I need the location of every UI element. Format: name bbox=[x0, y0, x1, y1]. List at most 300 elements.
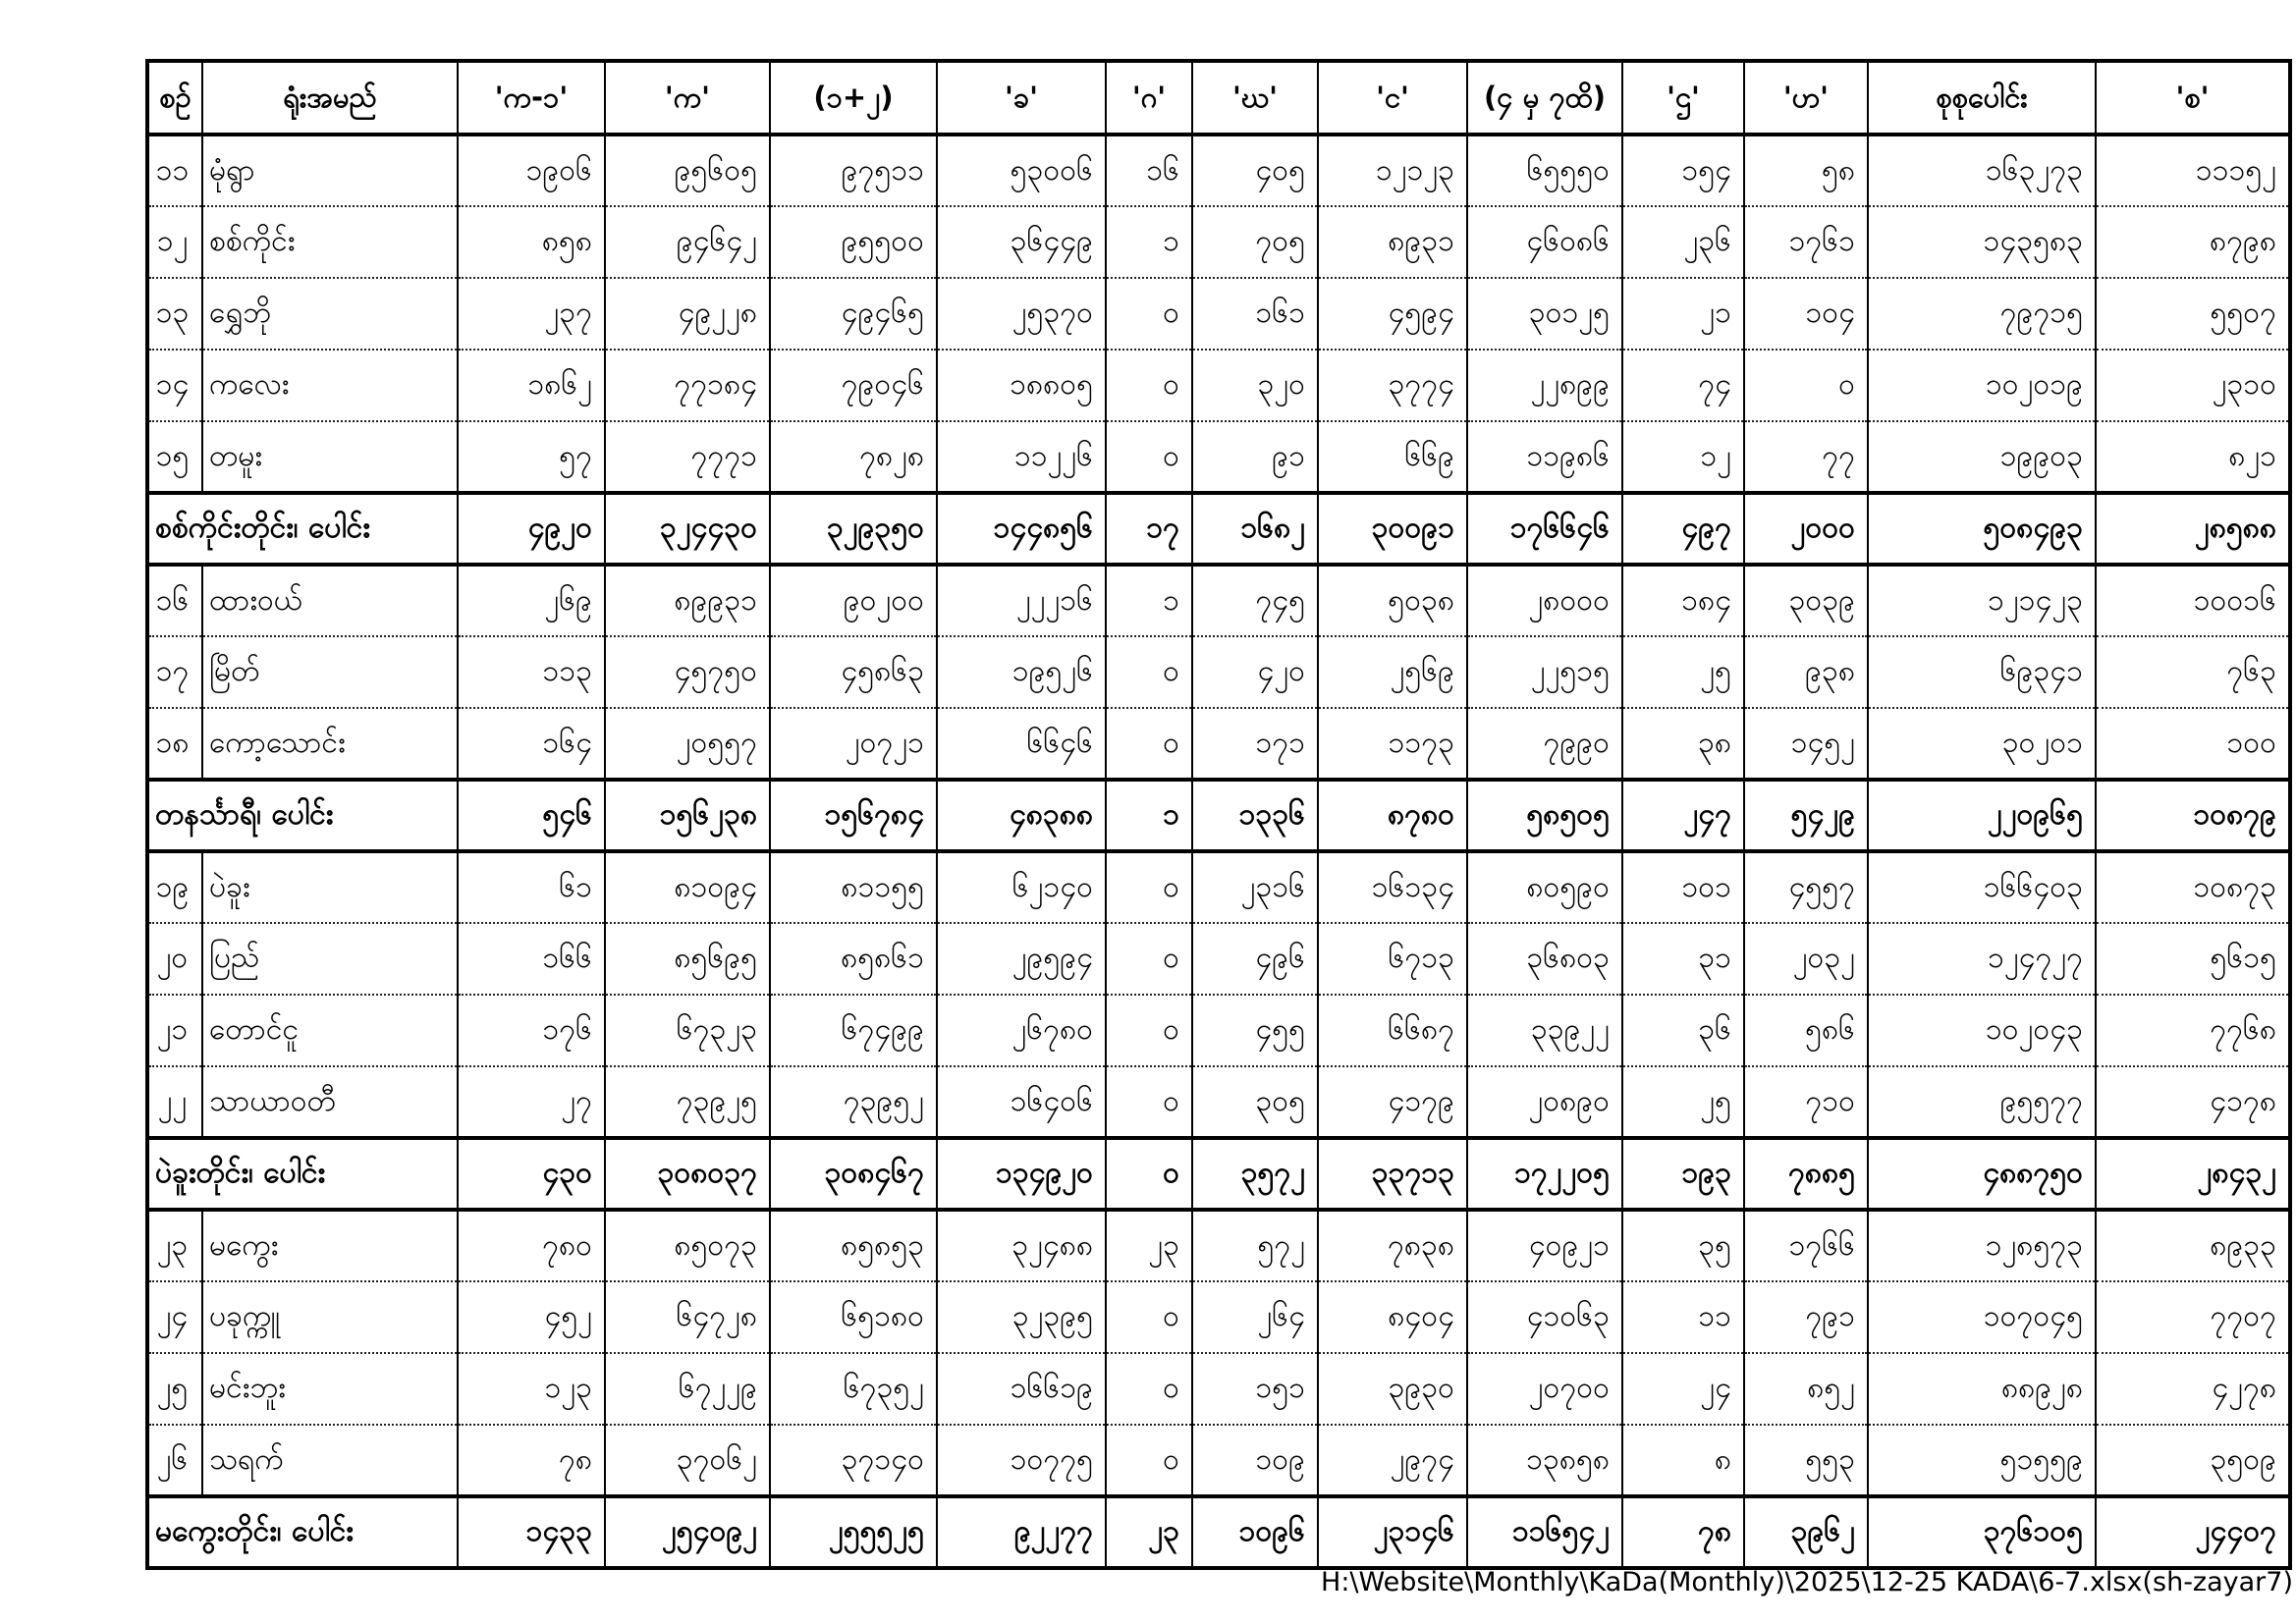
cell-value: ၄၅၈၆၃ bbox=[770, 636, 937, 708]
section-total-value: ၅၄၂၉ bbox=[1744, 780, 1868, 851]
cell-value: ၂၃၁၀ bbox=[2096, 350, 2290, 421]
cell-value: ၇၇၆၈ bbox=[2096, 995, 2290, 1066]
cell-value: ၀ bbox=[1106, 350, 1192, 421]
cell-value: ၁၇၆၆ bbox=[1744, 1210, 1868, 1281]
cell-value: ၈၉၃၁ bbox=[1318, 206, 1467, 278]
cell-value: ၁၄၅၂ bbox=[1744, 708, 1868, 780]
cell-value: ၁၀၀၁၆ bbox=[2096, 565, 2290, 636]
cell-value: ၅၈ bbox=[1744, 135, 1868, 206]
file-path-text: H:\Website\Monthly\KaDa(Monthly)\2025\12-25 KADA\6-7.xlsx(sh-zayar7) bbox=[1321, 1567, 2293, 1597]
cell-value: ၃၅၀၉ bbox=[2096, 1425, 2290, 1496]
section-total-value: ၉၂၂၇၇ bbox=[937, 1496, 1106, 1568]
table-row-magway-3 bbox=[147, 1425, 2290, 1496]
section-total-value: ၁၆၈၂ bbox=[1192, 493, 1318, 565]
cell-value: ၃၇၀၆၂ bbox=[605, 1425, 770, 1496]
cell-value: ၁၉၅၂၆ bbox=[937, 636, 1106, 708]
cell-value: ၈၁၁၅၅ bbox=[770, 851, 937, 923]
section-total-value: ၅၄၆ bbox=[458, 780, 605, 851]
cell-value: ၃၇၇၄ bbox=[1318, 350, 1467, 421]
cell-value: ၃၇၁၄၀ bbox=[770, 1425, 937, 1496]
cell-value: ၂၉၅၉၄ bbox=[937, 923, 1106, 995]
cell-value: ၆၂၁၄၀ bbox=[937, 851, 1106, 923]
cell-value: ၆၇၄၉၉ bbox=[770, 995, 937, 1066]
cell-value: ၇၇၁၈၄ bbox=[605, 350, 770, 421]
col-header-13: 'စ' bbox=[2096, 61, 2290, 135]
row-grand-total: ၁၀၇၀၄၅ bbox=[1868, 1281, 2096, 1353]
section-total-value: ၃၉၆၂ bbox=[1744, 1496, 1868, 1568]
cell-value: ၂၉၇၄ bbox=[1318, 1425, 1467, 1496]
section-total-value: ၄၉၇ bbox=[1622, 493, 1744, 565]
cell-value: ၀ bbox=[1106, 278, 1192, 350]
cell-value: ၃၆၈၀၃ bbox=[1467, 923, 1622, 995]
col-header-3: 'က' bbox=[605, 61, 770, 135]
cell-value: ၄၆၀၈၆ bbox=[1467, 206, 1622, 278]
cell-value: ၀ bbox=[1106, 1353, 1192, 1425]
section-total-value: ၂၅၅၅၂၅ bbox=[770, 1496, 937, 1568]
section-total-value: ၂၈၄၃၂ bbox=[2096, 1138, 2290, 1210]
cell-value: ၈၄၀၄ bbox=[1318, 1281, 1467, 1353]
row-number: ၁၃ bbox=[147, 278, 202, 350]
cell-value: ၈၅၈၅၃ bbox=[770, 1210, 937, 1281]
section-total-value: ၂၃ bbox=[1106, 1496, 1192, 1568]
section-total-value: ၁၉၃ bbox=[1622, 1138, 1744, 1210]
cell-value: ၁၀၈၇၃ bbox=[2096, 851, 2290, 923]
row-number: ၂၃ bbox=[147, 1210, 202, 1281]
row-grand-total: ၁၂၄၇၂၇ bbox=[1868, 923, 2096, 995]
table-row-bago-0 bbox=[147, 851, 2290, 923]
section-total-value: ၃၀၈၄၆၇ bbox=[770, 1138, 937, 1210]
row-number: ၂၆ bbox=[147, 1425, 202, 1496]
cell-value: ၂၀၅၅၇ bbox=[605, 708, 770, 780]
cell-value: ၈၇၉၈ bbox=[2096, 206, 2290, 278]
table-row-sagaing-0 bbox=[147, 135, 2290, 206]
cell-value: ၉၄၆၄၂ bbox=[605, 206, 770, 278]
cell-value: ၇၄၅ bbox=[1192, 565, 1318, 636]
row-grand-total: ၈၈၉၂၈ bbox=[1868, 1353, 2096, 1425]
col-header-2: 'က-၁' bbox=[458, 61, 605, 135]
cell-value: ၆၆၉ bbox=[1318, 421, 1467, 493]
cell-value: ၁၀၀ bbox=[2096, 708, 2290, 780]
cell-value: ၈၀၅၉၀ bbox=[1467, 851, 1622, 923]
cell-value: ၈၅၈၆၁ bbox=[770, 923, 937, 995]
table-row-magway-0 bbox=[147, 1210, 2290, 1281]
cell-value: ၆၄၇၂၈ bbox=[605, 1281, 770, 1353]
cell-value: ၁၈၈၀၅ bbox=[937, 350, 1106, 421]
cell-value: ၅၆၁၅ bbox=[2096, 923, 2290, 995]
office-name: မြိတ် bbox=[202, 636, 458, 708]
cell-value: ၁၅၁ bbox=[1192, 1353, 1318, 1425]
cell-value: ၁၁၇၃ bbox=[1318, 708, 1467, 780]
cell-value: ၁၃၈၅၈ bbox=[1467, 1425, 1622, 1496]
section-total-value: ၁၅၆၂၃၈ bbox=[605, 780, 770, 851]
row-grand-total: ၇၉၇၁၅ bbox=[1868, 278, 2096, 350]
cell-value: ၄၀၅ bbox=[1192, 135, 1318, 206]
cell-value: ၂၆၄ bbox=[1192, 1281, 1318, 1353]
office-name: ပဲခူး bbox=[202, 851, 458, 923]
cell-value: ၉၅၆၀၅ bbox=[605, 135, 770, 206]
office-name: ရွှေဘို bbox=[202, 278, 458, 350]
cell-value: ၃၈ bbox=[1622, 708, 1744, 780]
cell-value: ၇၉၁ bbox=[1744, 1281, 1868, 1353]
cell-value: ၄၂၇၈ bbox=[2096, 1353, 2290, 1425]
cell-value: ၁ bbox=[1106, 565, 1192, 636]
cell-value: ၈၁၀၉၄ bbox=[605, 851, 770, 923]
row-number: ၁၆ bbox=[147, 565, 202, 636]
cell-value: ၁၉၀၆ bbox=[458, 135, 605, 206]
cell-value: ၁၇၁ bbox=[1192, 708, 1318, 780]
cell-value: ၃၂၀ bbox=[1192, 350, 1318, 421]
col-header-12: စုစုပေါင်း bbox=[1868, 61, 2096, 135]
cell-value: ၆၇၃၂၃ bbox=[605, 995, 770, 1066]
section-total-value: ၂၅၄၀၉၂ bbox=[605, 1496, 770, 1568]
section-total-value: ၂၃၁၄၆ bbox=[1318, 1496, 1467, 1568]
cell-value: ၀ bbox=[1106, 995, 1192, 1066]
col-header-1: ရုံးအမည် bbox=[202, 61, 458, 135]
row-grand-total: ၁၂၈၅၇၃ bbox=[1868, 1210, 2096, 1281]
office-name: မင်းဘူး bbox=[202, 1353, 458, 1425]
table-row-tanintharyi-0 bbox=[147, 565, 2290, 636]
row-number: ၂၁ bbox=[147, 995, 202, 1066]
section-total-value: ၇၈ bbox=[1622, 1496, 1744, 1568]
cell-value: ၆၅၅၅၀ bbox=[1467, 135, 1622, 206]
cell-value: ၀ bbox=[1744, 350, 1868, 421]
cell-value: ၆၆၈၇ bbox=[1318, 995, 1467, 1066]
cell-value: ၂၂၈၉၉ bbox=[1467, 350, 1622, 421]
row-grand-total: ၁၀၂၀၁၉ bbox=[1868, 350, 2096, 421]
cell-value: ၈၉၃၃ bbox=[2096, 1210, 2290, 1281]
header-row bbox=[147, 61, 2290, 135]
section-total-value: ၁၃၄၉၂၀ bbox=[937, 1138, 1106, 1210]
cell-value: ၃၀၅ bbox=[1192, 1066, 1318, 1138]
section-total-value: ၄၃၀ bbox=[458, 1138, 605, 1210]
col-header-10: 'ဌ' bbox=[1622, 61, 1744, 135]
section-total-value: ၁၇၂၂၀၅ bbox=[1467, 1138, 1622, 1210]
table-row-bago-1 bbox=[147, 923, 2290, 995]
cell-value: ၁၆၁ bbox=[1192, 278, 1318, 350]
cell-value: ၅၅၃ bbox=[1744, 1425, 1868, 1496]
cell-value: ၁၇၆ bbox=[458, 995, 605, 1066]
cell-value: ၄၀၉၂၁ bbox=[1467, 1210, 1622, 1281]
row-number: ၁၁ bbox=[147, 135, 202, 206]
cell-value: ၁၇၆၁ bbox=[1744, 206, 1868, 278]
cell-value: ၂၅ bbox=[1622, 636, 1744, 708]
cell-value: ၄၉၄၆၅ bbox=[770, 278, 937, 350]
section-total-value: ၄၉၂၀ bbox=[458, 493, 605, 565]
cell-value: ၆၆၄၆ bbox=[937, 708, 1106, 780]
table-row-magway-2 bbox=[147, 1353, 2290, 1425]
cell-value: ၀ bbox=[1106, 851, 1192, 923]
section-total-value: ၄၈၃၈၈ bbox=[937, 780, 1106, 851]
cell-value: ၄၉၆ bbox=[1192, 923, 1318, 995]
cell-value: ၇၀၅ bbox=[1192, 206, 1318, 278]
office-name: ကော့သောင်း bbox=[202, 708, 458, 780]
cell-value: ၃၆၄၄၉ bbox=[937, 206, 1106, 278]
cell-value: ၁၀၁ bbox=[1622, 851, 1744, 923]
cell-value: ၄၅၇၅၀ bbox=[605, 636, 770, 708]
section-total-row-magway bbox=[147, 1496, 2290, 1568]
row-grand-total: ၁၄၃၅၈၃ bbox=[1868, 206, 2096, 278]
cell-value: ၀ bbox=[1106, 1066, 1192, 1138]
cell-value: ၁၆၆ bbox=[458, 923, 605, 995]
row-number: ၁၈ bbox=[147, 708, 202, 780]
table-row-sagaing-4 bbox=[147, 421, 2290, 493]
cell-value: ၉၅၅၀၀ bbox=[770, 206, 937, 278]
cell-value: ၅၈၆ bbox=[1744, 995, 1868, 1066]
section-total-value: ၁၀၉၆ bbox=[1192, 1496, 1318, 1568]
office-name: ကလေး bbox=[202, 350, 458, 421]
office-name: စစ်ကိုင်း bbox=[202, 206, 458, 278]
cell-value: ၄၁၇၈ bbox=[2096, 1066, 2290, 1138]
cell-value: ၁၈၆၂ bbox=[458, 350, 605, 421]
cell-value: ၃၀၁၂၅ bbox=[1467, 278, 1622, 350]
section-total-value: ၂၈၅၈၈ bbox=[2096, 493, 2290, 565]
cell-value: ၉၀၂၀၀ bbox=[770, 565, 937, 636]
row-number: ၂၅ bbox=[147, 1353, 202, 1425]
cell-value: ၁၁၁၅၂ bbox=[2096, 135, 2290, 206]
cell-value: ၁၁၂၂၆ bbox=[937, 421, 1106, 493]
cell-value: ၂၈၀၀၀ bbox=[1467, 565, 1622, 636]
section-total-row-tanintharyi bbox=[147, 780, 2290, 851]
cell-value: ၈၅၀၇၃ bbox=[605, 1210, 770, 1281]
office-name: မကွေး bbox=[202, 1210, 458, 1281]
cell-value: ၁၁ bbox=[1622, 1281, 1744, 1353]
cell-value: ၁၈၄ bbox=[1622, 565, 1744, 636]
cell-value: ၂၅ bbox=[1622, 1066, 1744, 1138]
cell-value: ၇၉၀၄၆ bbox=[770, 350, 937, 421]
cell-value: ၇၃၉၂၅ bbox=[605, 1066, 770, 1138]
table-header bbox=[147, 61, 2290, 135]
section-total-value: ၁၅၆၇၈၄ bbox=[770, 780, 937, 851]
section-total-value: ၀ bbox=[1106, 1138, 1192, 1210]
cell-value: ၈၅၆၉၅ bbox=[605, 923, 770, 995]
table-body bbox=[147, 135, 2290, 1568]
section-total-value: ၈၇၈၀ bbox=[1318, 780, 1467, 851]
cell-value: ၁၆၆၁၉ bbox=[937, 1353, 1106, 1425]
cell-value: ၂၆၉ bbox=[458, 565, 605, 636]
section-total-value: ၃၇၆၁၀၅ bbox=[1868, 1496, 2096, 1568]
section-total-value: ၁၀၈၇၉ bbox=[2096, 780, 2290, 851]
section-total-label: တနင်္သာရီ၊ ပေါင်း bbox=[147, 780, 458, 851]
cell-value: ၂၀၈၉၀ bbox=[1467, 1066, 1622, 1138]
cell-value: ၇၁၀ bbox=[1744, 1066, 1868, 1138]
row-number: ၁၅ bbox=[147, 421, 202, 493]
row-grand-total: ၃၀၂၀၁ bbox=[1868, 708, 2096, 780]
row-number: ၁၉ bbox=[147, 851, 202, 923]
cell-value: ၃၂၃၉၅ bbox=[937, 1281, 1106, 1353]
cell-value: ၁၀၄ bbox=[1744, 278, 1868, 350]
table-row-sagaing-2 bbox=[147, 278, 2290, 350]
cell-value: ၁၅၄ bbox=[1622, 135, 1744, 206]
section-total-value: ၃၀၈၀၃၇ bbox=[605, 1138, 770, 1210]
cell-value: ၁၀၇၇၅ bbox=[937, 1425, 1106, 1496]
office-name: ထားဝယ် bbox=[202, 565, 458, 636]
cell-value: ၅၇ bbox=[458, 421, 605, 493]
section-total-value: ၇၈၈၅ bbox=[1744, 1138, 1868, 1210]
cell-value: ၀ bbox=[1106, 421, 1192, 493]
col-header-8: 'င' bbox=[1318, 61, 1467, 135]
cell-value: ၇၈ bbox=[458, 1425, 605, 1496]
report-table bbox=[145, 59, 2292, 1570]
cell-value: ၁၆၄ bbox=[458, 708, 605, 780]
cell-value: ၇၈၂၈ bbox=[770, 421, 937, 493]
row-number: ၂၀ bbox=[147, 923, 202, 995]
cell-value: ၉၁ bbox=[1192, 421, 1318, 493]
cell-value: ၉၇၅၁၁ bbox=[770, 135, 937, 206]
office-name: သရက် bbox=[202, 1425, 458, 1496]
cell-value: ၃၉၃၀ bbox=[1318, 1353, 1467, 1425]
cell-value: ၈၅၈ bbox=[458, 206, 605, 278]
row-number: ၂၂ bbox=[147, 1066, 202, 1138]
section-total-value: ၃၃၇၁၃ bbox=[1318, 1138, 1467, 1210]
col-header-6: 'ဂ' bbox=[1106, 61, 1192, 135]
section-total-value: ၃၅၇၂ bbox=[1192, 1138, 1318, 1210]
row-grand-total: ၁၆၃၂၇၃ bbox=[1868, 135, 2096, 206]
cell-value: ၇၈၃၈ bbox=[1318, 1210, 1467, 1281]
section-total-label: စစ်ကိုင်းတိုင်း၊ ပေါင်း bbox=[147, 493, 458, 565]
row-number: ၁၄ bbox=[147, 350, 202, 421]
office-name: ပြည် bbox=[202, 923, 458, 995]
section-total-label: မကွေးတိုင်း၊ ပေါင်း bbox=[147, 1496, 458, 1568]
section-total-value: ၁၁၆၅၄၂ bbox=[1467, 1496, 1622, 1568]
cell-value: ၈ bbox=[1622, 1425, 1744, 1496]
section-total-value: ၁၄၄၈၅၆ bbox=[937, 493, 1106, 565]
col-header-7: 'ဃ' bbox=[1192, 61, 1318, 135]
section-total-value: ၃၂၉၃၅၀ bbox=[770, 493, 937, 565]
cell-value: ၃၀၃၉ bbox=[1744, 565, 1868, 636]
row-number: ၁၂ bbox=[147, 206, 202, 278]
cell-value: ၉၃၈ bbox=[1744, 636, 1868, 708]
cell-value: ၄၅၅ bbox=[1192, 995, 1318, 1066]
table-row-bago-3 bbox=[147, 1066, 2290, 1138]
section-total-value: ၅၈၅၀၅ bbox=[1467, 780, 1622, 851]
cell-value: ၁၂၁၂၃ bbox=[1318, 135, 1467, 206]
cell-value: ၃၁ bbox=[1622, 923, 1744, 995]
cell-value: ၈၅၂ bbox=[1744, 1353, 1868, 1425]
section-total-value: ၄၈၈၇၅၀ bbox=[1868, 1138, 2096, 1210]
col-header-0: စဉ် bbox=[147, 61, 202, 135]
cell-value: ၇၃၉၅၂ bbox=[770, 1066, 937, 1138]
cell-value: ၂၄ bbox=[1622, 1353, 1744, 1425]
cell-value: ၁၁၃ bbox=[458, 636, 605, 708]
cell-value: ၀ bbox=[1106, 1425, 1192, 1496]
row-grand-total: ၆၉၃၄၁ bbox=[1868, 636, 2096, 708]
cell-value: ၇၄ bbox=[1622, 350, 1744, 421]
office-name: တမူး bbox=[202, 421, 458, 493]
cell-value: ၁ bbox=[1106, 206, 1192, 278]
section-total-value: ၂၄၄၀၇ bbox=[2096, 1496, 2290, 1568]
section-total-value: ၁၇ bbox=[1106, 493, 1192, 565]
cell-value: ၈၉၉၃၁ bbox=[605, 565, 770, 636]
cell-value: ၅၇၂ bbox=[1192, 1210, 1318, 1281]
cell-value: ၂၅၃၇၀ bbox=[937, 278, 1106, 350]
cell-value: ၇၈၀ bbox=[458, 1210, 605, 1281]
section-total-value: ၁၄၃၃ bbox=[458, 1496, 605, 1568]
col-header-4: (၁+၂) bbox=[770, 61, 937, 135]
cell-value: ၀ bbox=[1106, 636, 1192, 708]
cell-value: ၃၂၄၈၈ bbox=[937, 1210, 1106, 1281]
section-total-row-sagaing bbox=[147, 493, 2290, 565]
section-total-value: ၁ bbox=[1106, 780, 1192, 851]
cell-value: ၂၃၁၆ bbox=[1192, 851, 1318, 923]
table-row-sagaing-1 bbox=[147, 206, 2290, 278]
table-row-bago-2 bbox=[147, 995, 2290, 1066]
cell-value: ၄၅၂ bbox=[458, 1281, 605, 1353]
cell-value: ၀ bbox=[1106, 708, 1192, 780]
cell-value: ၈၂၁ bbox=[2096, 421, 2290, 493]
section-total-value: ၂၂၀၉၆၅ bbox=[1868, 780, 2096, 851]
col-header-9: (၄ မှ ၇ထိ) bbox=[1467, 61, 1622, 135]
office-name: တောင်ငူ bbox=[202, 995, 458, 1066]
cell-value: ၅၃၀၀၆ bbox=[937, 135, 1106, 206]
cell-value: ၇၉၉၀ bbox=[1467, 708, 1622, 780]
section-total-value: ၁၇၆၆၄၆ bbox=[1467, 493, 1622, 565]
cell-value: ၁၀၉ bbox=[1192, 1425, 1318, 1496]
section-total-value: ၁၃၃၆ bbox=[1192, 780, 1318, 851]
cell-value: ၂၅၆၉ bbox=[1318, 636, 1467, 708]
cell-value: ၄၂၀ bbox=[1192, 636, 1318, 708]
section-total-value: ၂၀၀၀ bbox=[1744, 493, 1868, 565]
cell-value: ၂၁ bbox=[1622, 278, 1744, 350]
section-total-value: ၃၀၀၉၁ bbox=[1318, 493, 1467, 565]
cell-value: ၂၇ bbox=[458, 1066, 605, 1138]
cell-value: ၀ bbox=[1106, 1281, 1192, 1353]
cell-value: ၂၀၇၂၁ bbox=[770, 708, 937, 780]
cell-value: ၄၁၀၆၃ bbox=[1467, 1281, 1622, 1353]
section-total-value: ၅၀၈၄၉၃ bbox=[1868, 493, 2096, 565]
section-total-value: ၃၂၄၄၃၀ bbox=[605, 493, 770, 565]
office-name: ပခုက္ကူ bbox=[202, 1281, 458, 1353]
section-total-value: ၂၄၇ bbox=[1622, 780, 1744, 851]
cell-value: ၅၅၀၇ bbox=[2096, 278, 2290, 350]
cell-value: ၂၃၆ bbox=[1622, 206, 1744, 278]
row-grand-total: ၁၆၆၄၀၃ bbox=[1868, 851, 2096, 923]
cell-value: ၁၆၄၀၆ bbox=[937, 1066, 1106, 1138]
cell-value: ၂၀၃၂ bbox=[1744, 923, 1868, 995]
cell-value: ၂၃ bbox=[1106, 1210, 1192, 1281]
cell-value: ၅၀၃၈ bbox=[1318, 565, 1467, 636]
cell-value: ၄၅၉၄ bbox=[1318, 278, 1467, 350]
cell-value: ၂၆၇၈၀ bbox=[937, 995, 1106, 1066]
cell-value: ၃၅ bbox=[1622, 1210, 1744, 1281]
cell-value: ၄၅၅၇ bbox=[1744, 851, 1868, 923]
cell-value: ၂၃၇ bbox=[458, 278, 605, 350]
cell-value: ၇၇ bbox=[1744, 421, 1868, 493]
row-number: ၂၄ bbox=[147, 1281, 202, 1353]
cell-value: ၂၂၅၁၅ bbox=[1467, 636, 1622, 708]
section-total-row-bago bbox=[147, 1138, 2290, 1210]
cell-value: ၁၂ bbox=[1622, 421, 1744, 493]
table-row-tanintharyi-2 bbox=[147, 708, 2290, 780]
cell-value: ၄၁၇၉ bbox=[1318, 1066, 1467, 1138]
cell-value: ၇၆၃ bbox=[2096, 636, 2290, 708]
cell-value: ၃၆ bbox=[1622, 995, 1744, 1066]
cell-value: ၆၅၁၈၀ bbox=[770, 1281, 937, 1353]
col-header-11: 'ဟ' bbox=[1744, 61, 1868, 135]
table-row-sagaing-3 bbox=[147, 350, 2290, 421]
cell-value: ၀ bbox=[1106, 923, 1192, 995]
row-number: ၁၇ bbox=[147, 636, 202, 708]
cell-value: ၁၂၃ bbox=[458, 1353, 605, 1425]
table-row-tanintharyi-1 bbox=[147, 636, 2290, 708]
cell-value: ၆၇၂၂၉ bbox=[605, 1353, 770, 1425]
office-name: သာယာဝတီ bbox=[202, 1066, 458, 1138]
row-grand-total: ၁၂၁၄၂၃ bbox=[1868, 565, 2096, 636]
cell-value: ၃၃၉၂၂ bbox=[1467, 995, 1622, 1066]
row-grand-total: ၅၁၅၅၉ bbox=[1868, 1425, 2096, 1496]
col-header-5: 'ခ' bbox=[937, 61, 1106, 135]
office-name: မုံရွာ bbox=[202, 135, 458, 206]
cell-value: ၁၁၉၈၆ bbox=[1467, 421, 1622, 493]
